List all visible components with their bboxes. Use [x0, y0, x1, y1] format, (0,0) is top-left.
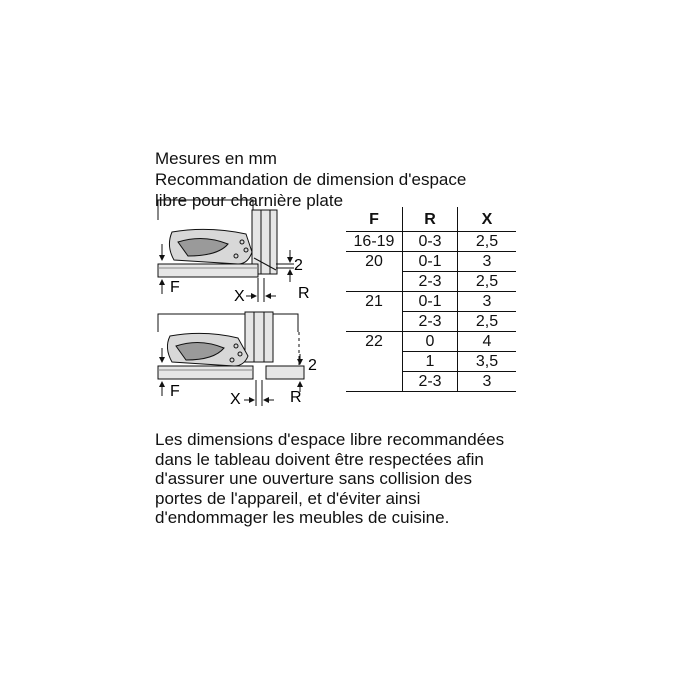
note-line: d'endommager les meubles de cuisine. — [155, 508, 450, 527]
header-x: X — [458, 207, 517, 232]
cell-f: 21 — [346, 292, 403, 332]
cell-r: 2-3 — [403, 372, 458, 392]
cell-x: 4 — [458, 332, 517, 352]
note-line: portes de l'appareil, et d'éviter ainsi — [155, 488, 421, 508]
hinge-clearance-diagram — [148, 198, 338, 418]
cell-x: 3,5 — [458, 352, 517, 372]
table-row — [346, 332, 516, 352]
cell-x: 2,5 — [458, 312, 517, 332]
cabinet-side-bottom — [158, 314, 298, 332]
cell-r: 1 — [403, 352, 458, 372]
cabinet-side-top — [158, 200, 253, 220]
label-r-bottom: R — [290, 389, 302, 406]
cell-f: 22 — [346, 332, 403, 392]
cell-r: 0-1 — [403, 292, 458, 312]
note-line: d'assurer une ouverture sans collision des — [155, 469, 472, 488]
furniture-panel-bottom — [245, 312, 273, 362]
label-x-bottom: X — [230, 391, 241, 408]
cell-x: 3 — [458, 372, 517, 392]
cell-r: 0-1 — [403, 252, 458, 272]
label-r-top: R — [298, 285, 310, 302]
label-gap-top: 2 — [294, 257, 303, 274]
cell-r: 2-3 — [403, 272, 458, 292]
cell-r: 0-3 — [403, 232, 458, 252]
cell-f: 16-19 — [346, 232, 403, 252]
table-row — [346, 232, 516, 252]
note-line: dans le tableau doivent être respectées afin — [155, 449, 484, 469]
hinge-diagram-bottom — [158, 312, 317, 408]
note-text — [155, 430, 504, 528]
table-row — [346, 252, 516, 272]
hinge-diagram-top — [158, 200, 310, 305]
table-header-row — [346, 207, 516, 232]
header-f: F — [346, 207, 403, 232]
label-x-top: X — [234, 288, 245, 305]
header-r: R — [403, 207, 458, 232]
label-f-bottom: F — [170, 383, 180, 400]
cell-x: 3 — [458, 252, 517, 272]
cell-x: 3 — [458, 292, 517, 312]
intro-line-title: Recommandation de dimension d'espace — [155, 170, 467, 189]
cell-r: 0 — [403, 332, 458, 352]
cell-r: 2-3 — [403, 312, 458, 332]
cell-x: 2,5 — [458, 272, 517, 292]
label-f-top: F — [170, 279, 180, 296]
door-panel-bottom — [158, 366, 253, 379]
note-line: Les dimensions d'espace libre recommandées — [155, 430, 505, 449]
clearance-table — [346, 207, 516, 392]
table-row — [346, 292, 516, 312]
cell-x: 2,5 — [458, 232, 517, 252]
door-panel-top — [158, 264, 258, 277]
intro-line-units: Mesures en mm — [155, 149, 277, 168]
cell-f: 20 — [346, 252, 403, 292]
intro-line-subtitle: libre pour charnière plate — [155, 191, 344, 210]
label-gap-bottom: 2 — [308, 357, 317, 374]
